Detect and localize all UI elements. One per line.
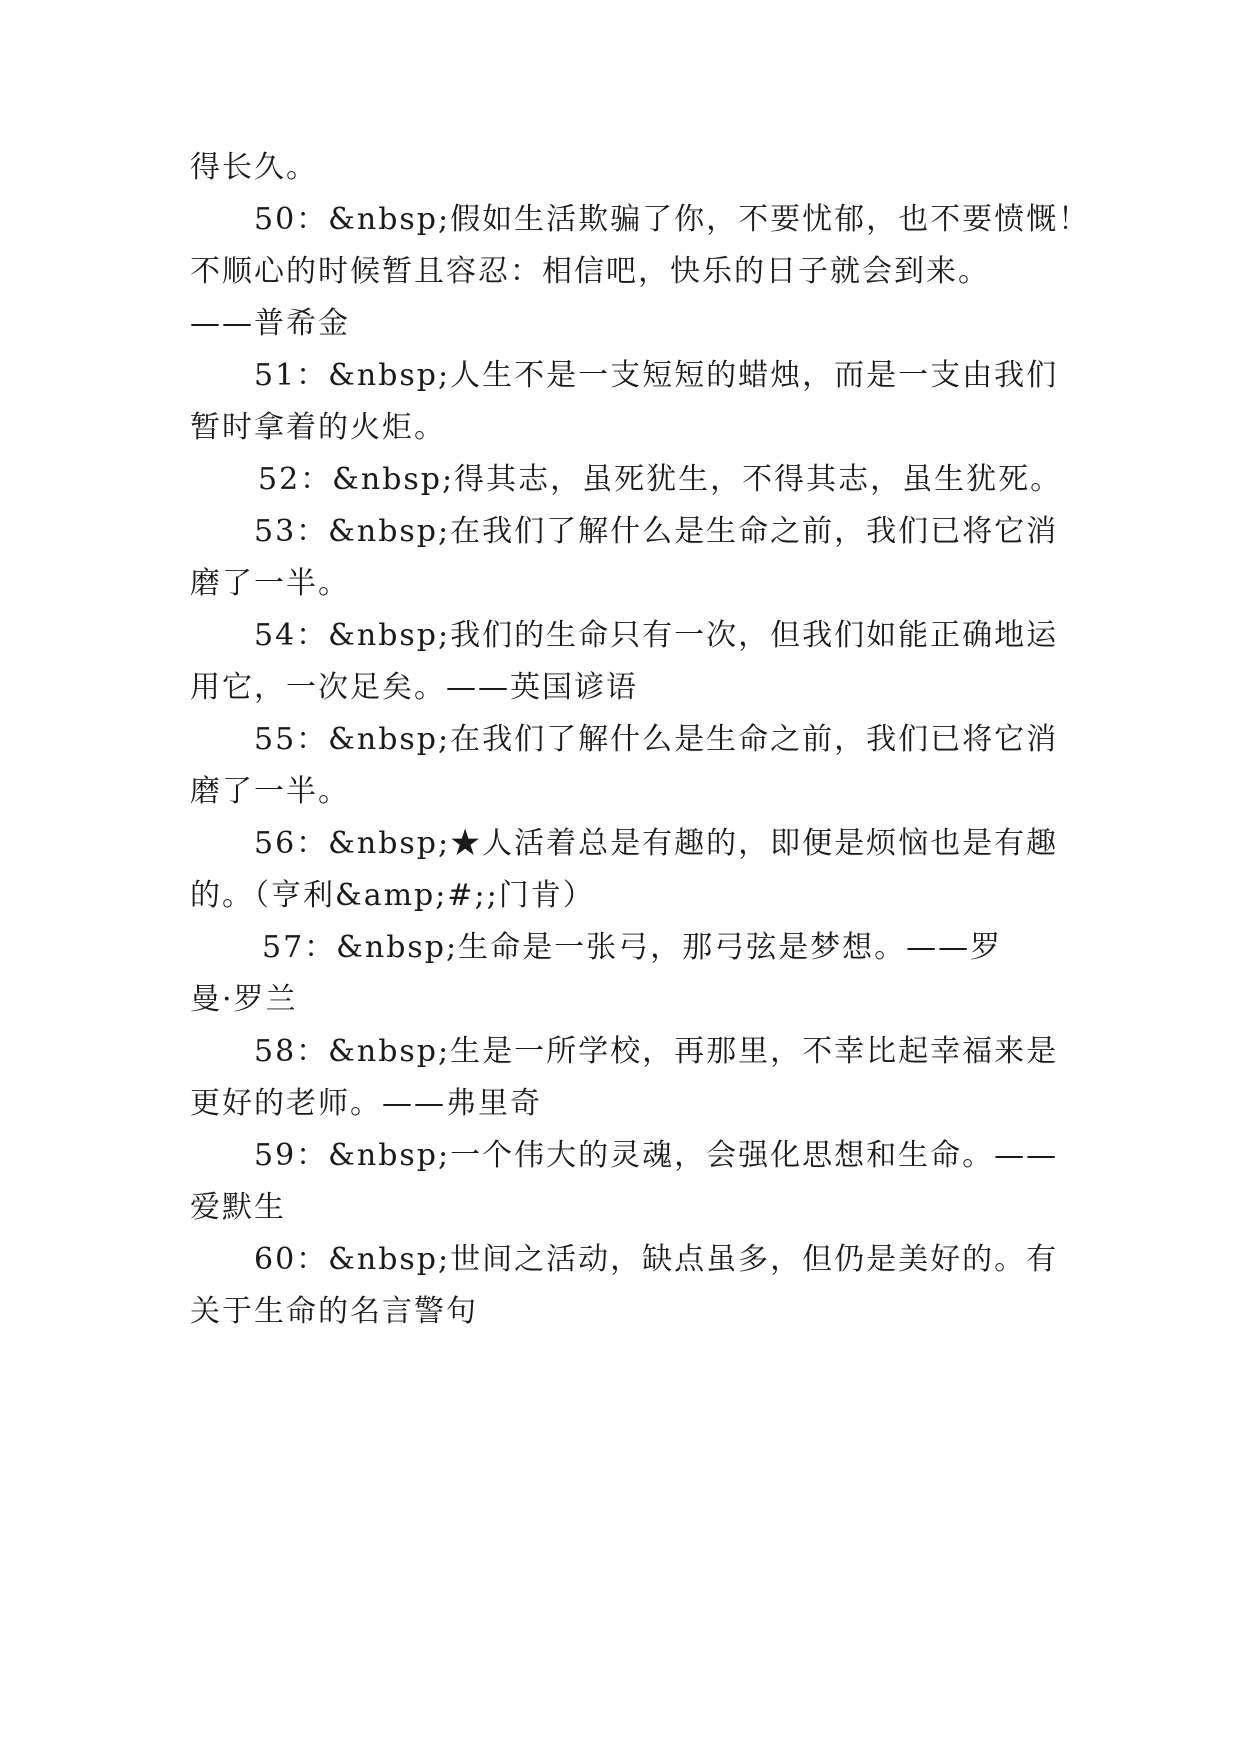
- text-line-19: 更好的老师。——弗里奇: [190, 1086, 542, 1121]
- text-line-9: 磨了一半。: [190, 566, 350, 601]
- text-line-4: ——普希金: [190, 306, 350, 341]
- text-line-5: 51：&nbsp;人生不是一支短短的蜡烛，而是一支由我们: [254, 358, 1059, 393]
- text-line-7: 52：&nbsp;得其志，虽死犹生，不得其志，虽生犹死。: [258, 462, 1063, 497]
- text-line-23: 关于生命的名言警句: [190, 1294, 478, 1329]
- text-line-1: 得长久。: [190, 150, 318, 185]
- text-line-18: 58：&nbsp;生是一所学校，再那里，不幸比起幸福来是: [254, 1034, 1059, 1069]
- text-line-14: 56：&nbsp;★人活着总是有趣的，即便是烦恼也是有趣: [254, 826, 1059, 861]
- text-line-15: 的。（亨利&amp;#;;门肯）: [190, 878, 595, 913]
- text-line-6: 暂时拿着的火炬。: [190, 410, 446, 445]
- text-line-12: 55：&nbsp;在我们了解什么是生命之前，我们已将它消: [254, 722, 1059, 757]
- text-line-13: 磨了一半。: [190, 774, 350, 809]
- text-line-16: 57：&nbsp;生命是一张弓，那弓弦是梦想。——罗: [262, 930, 1003, 965]
- text-line-2: 50：&nbsp;假如生活欺骗了你，不要忧郁，也不要愤慨！: [254, 202, 1091, 237]
- text-line-21: 爱默生: [190, 1190, 286, 1225]
- text-line-20: 59：&nbsp;一个伟大的灵魂，会强化思想和生命。——: [254, 1138, 1059, 1173]
- text-line-11: 用它，一次足矣。——英国谚语: [190, 670, 638, 705]
- text-line-17: 曼·罗兰: [190, 982, 298, 1017]
- text-line-10: 54：&nbsp;我们的生命只有一次，但我们如能正确地运: [254, 618, 1059, 653]
- text-line-3: 不顺心的时候暂且容忍：相信吧，快乐的日子就会到来。: [190, 254, 990, 289]
- text-line-22: 60：&nbsp;世间之活动，缺点虽多，但仍是美好的。有: [254, 1242, 1059, 1277]
- text-line-8: 53：&nbsp;在我们了解什么是生命之前，我们已将它消: [254, 514, 1059, 549]
